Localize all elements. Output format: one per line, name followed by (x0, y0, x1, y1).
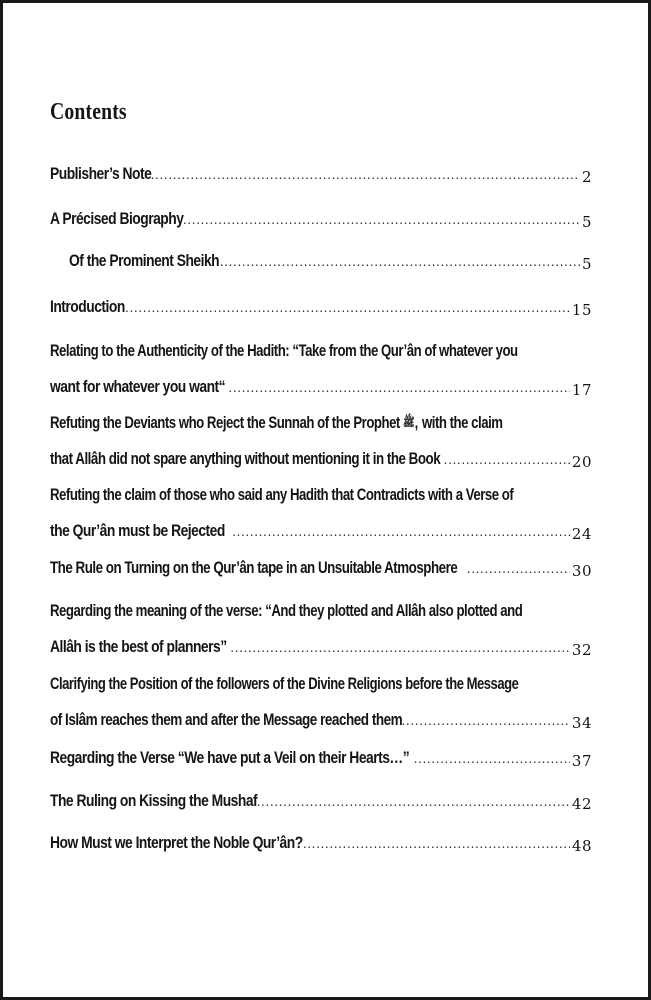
dot-leader (230, 630, 570, 666)
toc-entry-biography[interactable] (50, 201, 592, 237)
dot-leader (151, 157, 580, 193)
toc-page-number: 30 (571, 562, 592, 580)
toc-page-number: 24 (571, 525, 592, 543)
toc-entry-title-line2: of Islâm reaches them and after the Message reached them (50, 711, 403, 729)
toc-entry-title-line2: want for whatever you want“ (50, 378, 226, 396)
toc-page-number: 17 (571, 381, 592, 399)
dot-leader (228, 370, 569, 406)
toc-entry-title-line1: Relating to the Authenticity of the Hadith: “Take from the Qur’ân of whatever you (50, 342, 518, 360)
toc-entry-introduction[interactable] (50, 289, 592, 325)
toc-entry-title-line1: Regarding the meaning of the verse: “And they plotted and Allâh also plotted and (50, 602, 523, 620)
contents-heading: Contents (50, 99, 127, 125)
dot-leader (303, 826, 570, 862)
dot-leader (467, 551, 570, 587)
toc-entry-title-line1: Refuting the claim of those who said any Hadith that Contradicts with a Verse of (50, 486, 514, 504)
toc-page-number: 15 (571, 301, 592, 319)
toc-entry-title-line2: Allâh is the best of planners” (50, 638, 227, 656)
toc-entry-title: Regarding the Verse “We have put a Veil on their Hearts…” (50, 749, 410, 767)
toc-entry-interpret-quran[interactable] (50, 825, 592, 861)
dot-leader (444, 442, 570, 478)
dot-leader (257, 784, 570, 820)
toc-page-number: 37 (571, 752, 592, 770)
toc-entry-title: Of the Prominent Sheikh (69, 252, 220, 270)
honorific-mark: ﷺ (403, 415, 415, 429)
toc-page-number: 34 (571, 714, 592, 732)
toc-page-number: 2 (581, 168, 592, 186)
dot-leader (125, 290, 570, 326)
toc-entry-verse-plotted[interactable] (50, 593, 592, 665)
toc-entry-title: Introduction (50, 298, 125, 316)
toc-entry-title: A Précised Biography (50, 210, 184, 228)
toc-subentry-prominent-sheikh[interactable] (69, 243, 592, 279)
toc-entry-title: The Rule on Turning on the Qur’ân tape in an Unsuitable Atmosphere (50, 559, 458, 577)
dot-leader (220, 244, 580, 280)
toc-entry-refuting-deviants[interactable] (50, 405, 592, 477)
toc-entry-title-line1: Clarifying the Position of the followers of the Divine Religions before the Message (50, 675, 519, 693)
toc-entry-hadith-authenticity[interactable] (50, 333, 592, 405)
dot-leader (183, 202, 580, 238)
toc-entry-title-line2: the Qur’ân must be Rejected (50, 522, 225, 540)
toc-entry-title: The Ruling on Kissing the Mushaf (50, 792, 258, 810)
toc-entry-quran-tape[interactable] (50, 550, 592, 586)
toc-entry-title-line2: that Allâh did not spare anything without mentioning it in the Book (50, 450, 441, 468)
toc-page-number: 20 (571, 453, 592, 471)
toc-page-number: 32 (571, 641, 592, 659)
toc-entry-refuting-claim[interactable] (50, 477, 592, 549)
toc-page-number: 48 (571, 837, 592, 855)
toc-entry-veil-hearts[interactable] (50, 740, 592, 776)
dot-leader (414, 741, 570, 777)
toc-entry-title-line1: Refuting the Deviants who Reject the Sunnah of the Prophet ﷺ, with the claim (50, 414, 503, 432)
toc-entry-divine-religions[interactable] (50, 666, 592, 738)
toc-entry-title: How Must we Interpret the Noble Qur’ân? (50, 834, 303, 852)
toc-entry-kissing-mushaf[interactable] (50, 783, 592, 819)
dot-leader (402, 703, 570, 739)
toc-page-number: 5 (581, 255, 592, 273)
dot-leader (232, 514, 570, 550)
toc-entry-title: Publisher’s Note (50, 165, 152, 183)
toc-page-number: 5 (581, 213, 592, 231)
toc-entry-publishers-note[interactable] (50, 156, 592, 192)
toc-page-number: 42 (571, 795, 592, 813)
